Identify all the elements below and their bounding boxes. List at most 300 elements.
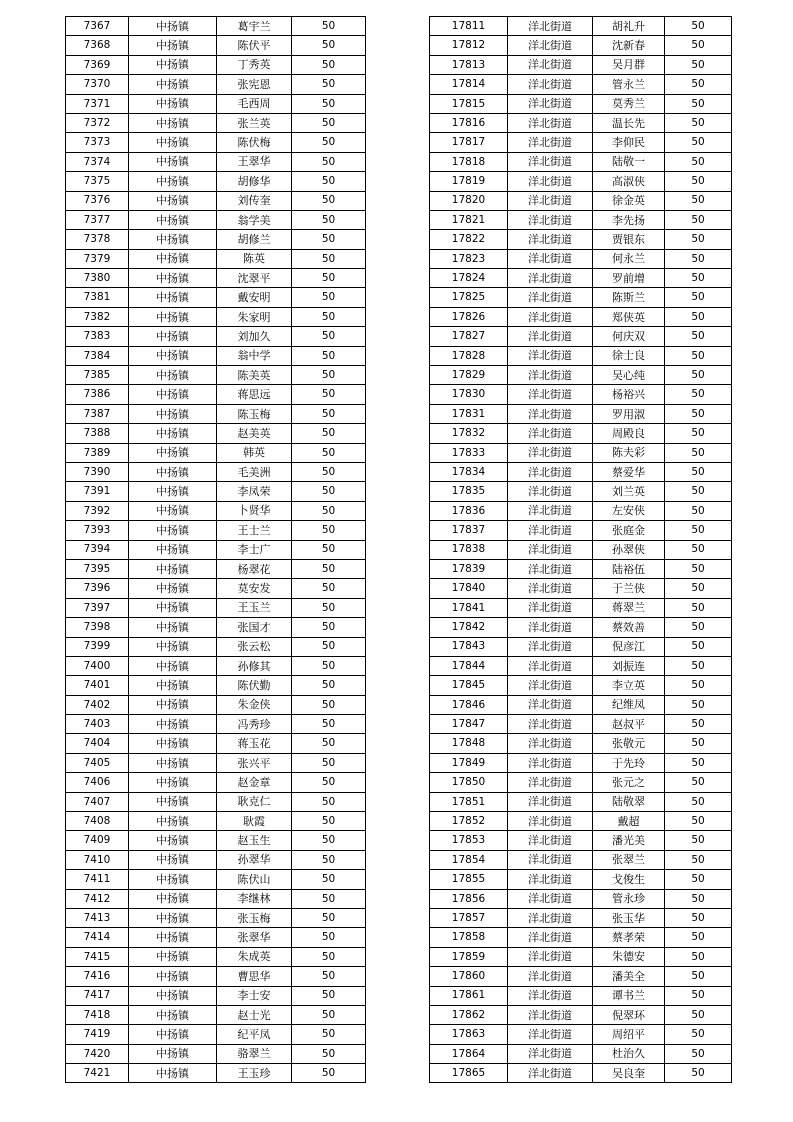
- person-name-cell: 李士安: [217, 986, 292, 1005]
- town-cell: 中扬镇: [129, 288, 217, 307]
- amount-cell: 50: [292, 17, 366, 36]
- person-name-cell: 杨裕兴: [593, 385, 665, 404]
- amount-cell: 50: [665, 501, 732, 520]
- table-row: [430, 947, 732, 966]
- table-row: [430, 172, 732, 191]
- person-name-cell: 李凤荣: [217, 482, 292, 501]
- record-number-cell: 17842: [430, 618, 508, 637]
- person-name-cell: 张翠华: [217, 928, 292, 947]
- person-name-cell: 陈美英: [217, 366, 292, 385]
- table-row: [66, 715, 366, 734]
- table-row: [430, 17, 732, 36]
- amount-cell: 50: [292, 210, 366, 229]
- amount-cell: 50: [665, 366, 732, 385]
- town-cell: 中扬镇: [129, 230, 217, 249]
- amount-cell: 50: [292, 94, 366, 113]
- person-name-cell: 韩英: [217, 443, 292, 462]
- amount-cell: 50: [292, 850, 366, 869]
- table-row: [430, 288, 732, 307]
- amount-cell: 50: [665, 637, 732, 656]
- town-cell: 洋北街道: [508, 94, 593, 113]
- amount-cell: 50: [665, 113, 732, 132]
- record-number-cell: 7397: [66, 598, 129, 617]
- table-row: [66, 559, 366, 578]
- person-name-cell: 陆裕伍: [593, 559, 665, 578]
- record-number-cell: 7417: [66, 986, 129, 1005]
- amount-cell: 50: [665, 17, 732, 36]
- person-name-cell: 张翠兰: [593, 850, 665, 869]
- town-cell: 洋北街道: [508, 598, 593, 617]
- table-row: [66, 656, 366, 675]
- record-number-cell: 7402: [66, 695, 129, 714]
- amount-cell: 50: [292, 133, 366, 152]
- person-name-cell: 戴超: [593, 812, 665, 831]
- town-cell: 洋北街道: [508, 288, 593, 307]
- amount-cell: 50: [665, 947, 732, 966]
- table-row: [66, 695, 366, 714]
- table-row: [430, 986, 732, 1005]
- amount-cell: 50: [665, 1064, 732, 1083]
- person-name-cell: 蒋玉花: [217, 734, 292, 753]
- record-number-cell: 7381: [66, 288, 129, 307]
- record-number-cell: 7398: [66, 618, 129, 637]
- table-row: [66, 618, 366, 637]
- amount-cell: 50: [292, 656, 366, 675]
- table-row: [430, 753, 732, 772]
- amount-cell: 50: [292, 482, 366, 501]
- person-name-cell: 朱金侠: [217, 695, 292, 714]
- person-name-cell: 李仰民: [593, 133, 665, 152]
- person-name-cell: 陈英: [217, 249, 292, 268]
- table-row: [430, 521, 732, 540]
- person-name-cell: 张庭金: [593, 521, 665, 540]
- record-number-cell: 17834: [430, 462, 508, 481]
- amount-cell: 50: [292, 346, 366, 365]
- record-number-cell: 7413: [66, 908, 129, 927]
- record-number-cell: 17864: [430, 1044, 508, 1063]
- table-row: [430, 443, 732, 462]
- record-number-cell: 17831: [430, 404, 508, 423]
- amount-cell: 50: [292, 288, 366, 307]
- table-row: [66, 385, 366, 404]
- amount-cell: 50: [665, 715, 732, 734]
- town-cell: 洋北街道: [508, 521, 593, 540]
- town-cell: 洋北街道: [508, 986, 593, 1005]
- person-name-cell: 沈翠平: [217, 269, 292, 288]
- record-number-cell: 7389: [66, 443, 129, 462]
- town-cell: 洋北街道: [508, 424, 593, 443]
- amount-cell: 50: [292, 792, 366, 811]
- town-cell: 洋北街道: [508, 269, 593, 288]
- record-number-cell: 7375: [66, 172, 129, 191]
- town-cell: 中扬镇: [129, 75, 217, 94]
- record-number-cell: 17847: [430, 715, 508, 734]
- person-name-cell: 孙翠侠: [593, 540, 665, 559]
- table-row: [430, 812, 732, 831]
- person-name-cell: 陈伏山: [217, 870, 292, 889]
- record-number-cell: 7414: [66, 928, 129, 947]
- town-cell: 洋北街道: [508, 133, 593, 152]
- person-name-cell: 张兴平: [217, 753, 292, 772]
- person-name-cell: 陈伏平: [217, 36, 292, 55]
- town-cell: 中扬镇: [129, 17, 217, 36]
- town-cell: 中扬镇: [129, 443, 217, 462]
- table-row: [66, 501, 366, 520]
- right-roster-body: [430, 17, 732, 1083]
- amount-cell: 50: [665, 94, 732, 113]
- record-number-cell: 17859: [430, 947, 508, 966]
- town-cell: 洋北街道: [508, 579, 593, 598]
- town-cell: 洋北街道: [508, 55, 593, 74]
- town-cell: 中扬镇: [129, 482, 217, 501]
- table-row: [66, 579, 366, 598]
- table-row: [66, 75, 366, 94]
- record-number-cell: 17865: [430, 1064, 508, 1083]
- record-number-cell: 17862: [430, 1005, 508, 1024]
- person-name-cell: 耿克仁: [217, 792, 292, 811]
- table-row: [430, 870, 732, 889]
- record-number-cell: 7390: [66, 462, 129, 481]
- person-name-cell: 蔡效善: [593, 618, 665, 637]
- person-name-cell: 潘光美: [593, 831, 665, 850]
- person-name-cell: 李继林: [217, 889, 292, 908]
- person-name-cell: 周殿良: [593, 424, 665, 443]
- record-number-cell: 7395: [66, 559, 129, 578]
- town-cell: 洋北街道: [508, 618, 593, 637]
- person-name-cell: 杜治久: [593, 1044, 665, 1063]
- table-row: [66, 870, 366, 889]
- town-cell: 中扬镇: [129, 753, 217, 772]
- table-row: [430, 75, 732, 94]
- record-number-cell: 17826: [430, 307, 508, 326]
- town-cell: 洋北街道: [508, 1064, 593, 1083]
- person-name-cell: 王翠华: [217, 152, 292, 171]
- table-row: [66, 1044, 366, 1063]
- town-cell: 洋北街道: [508, 210, 593, 229]
- person-name-cell: 赵金章: [217, 773, 292, 792]
- town-cell: 中扬镇: [129, 579, 217, 598]
- record-number-cell: 7376: [66, 191, 129, 210]
- town-cell: 中扬镇: [129, 598, 217, 617]
- amount-cell: 50: [292, 986, 366, 1005]
- town-cell: 中扬镇: [129, 366, 217, 385]
- amount-cell: 50: [665, 288, 732, 307]
- record-number-cell: 17832: [430, 424, 508, 443]
- table-row: [66, 753, 366, 772]
- table-row: [430, 1025, 732, 1044]
- table-row: [66, 928, 366, 947]
- town-cell: 洋北街道: [508, 75, 593, 94]
- record-number-cell: 7394: [66, 540, 129, 559]
- amount-cell: 50: [665, 462, 732, 481]
- town-cell: 中扬镇: [129, 656, 217, 675]
- town-cell: 洋北街道: [508, 831, 593, 850]
- amount-cell: 50: [292, 908, 366, 927]
- record-number-cell: 7415: [66, 947, 129, 966]
- table-row: [66, 540, 366, 559]
- table-row: [430, 637, 732, 656]
- amount-cell: 50: [665, 598, 732, 617]
- town-cell: 中扬镇: [129, 618, 217, 637]
- table-row: [430, 307, 732, 326]
- record-number-cell: 7382: [66, 307, 129, 326]
- person-name-cell: 陈伏梅: [217, 133, 292, 152]
- record-number-cell: 7372: [66, 113, 129, 132]
- town-cell: 洋北街道: [508, 792, 593, 811]
- town-cell: 中扬镇: [129, 812, 217, 831]
- person-name-cell: 李先扬: [593, 210, 665, 229]
- table-row: [430, 113, 732, 132]
- amount-cell: 50: [665, 773, 732, 792]
- town-cell: 洋北街道: [508, 1025, 593, 1044]
- record-number-cell: 7408: [66, 812, 129, 831]
- table-row: [66, 172, 366, 191]
- record-number-cell: 17823: [430, 249, 508, 268]
- table-row: [430, 792, 732, 811]
- amount-cell: 50: [665, 656, 732, 675]
- table-row: [430, 152, 732, 171]
- record-number-cell: 17848: [430, 734, 508, 753]
- record-number-cell: 7385: [66, 366, 129, 385]
- person-name-cell: 陆敬一: [593, 152, 665, 171]
- table-row: [66, 773, 366, 792]
- amount-cell: 50: [292, 113, 366, 132]
- record-number-cell: 17814: [430, 75, 508, 94]
- record-number-cell: 7418: [66, 1005, 129, 1024]
- town-cell: 中扬镇: [129, 249, 217, 268]
- person-name-cell: 陈玉梅: [217, 404, 292, 423]
- record-number-cell: 17844: [430, 656, 508, 675]
- person-name-cell: 毛西周: [217, 94, 292, 113]
- table-row: [430, 501, 732, 520]
- amount-cell: 50: [292, 559, 366, 578]
- amount-cell: 50: [292, 327, 366, 346]
- table-row: [66, 269, 366, 288]
- amount-cell: 50: [292, 715, 366, 734]
- table-row: [66, 36, 366, 55]
- person-name-cell: 何庆双: [593, 327, 665, 346]
- amount-cell: 50: [665, 75, 732, 94]
- table-row: [66, 598, 366, 617]
- record-number-cell: 7407: [66, 792, 129, 811]
- town-cell: 中扬镇: [129, 210, 217, 229]
- record-number-cell: 7392: [66, 501, 129, 520]
- town-cell: 中扬镇: [129, 36, 217, 55]
- person-name-cell: 吴良奎: [593, 1064, 665, 1083]
- table-row: [430, 1044, 732, 1063]
- table-row: [430, 385, 732, 404]
- town-cell: 洋北街道: [508, 889, 593, 908]
- person-name-cell: 张云松: [217, 637, 292, 656]
- person-name-cell: 徐金英: [593, 191, 665, 210]
- right-roster-table: [429, 16, 732, 1083]
- amount-cell: 50: [665, 269, 732, 288]
- table-row: [66, 346, 366, 365]
- town-cell: 中扬镇: [129, 792, 217, 811]
- amount-cell: 50: [292, 307, 366, 326]
- person-name-cell: 蔡孝荣: [593, 928, 665, 947]
- table-row: [430, 928, 732, 947]
- table-row: [430, 967, 732, 986]
- person-name-cell: 郑侠英: [593, 307, 665, 326]
- record-number-cell: 7373: [66, 133, 129, 152]
- town-cell: 洋北街道: [508, 559, 593, 578]
- amount-cell: 50: [665, 676, 732, 695]
- person-name-cell: 潘美全: [593, 967, 665, 986]
- record-number-cell: 7377: [66, 210, 129, 229]
- record-number-cell: 17825: [430, 288, 508, 307]
- person-name-cell: 王士兰: [217, 521, 292, 540]
- amount-cell: 50: [292, 831, 366, 850]
- person-name-cell: 刘兰英: [593, 482, 665, 501]
- record-number-cell: 17820: [430, 191, 508, 210]
- table-row: [430, 831, 732, 850]
- person-name-cell: 纪平凤: [217, 1025, 292, 1044]
- amount-cell: 50: [292, 75, 366, 94]
- town-cell: 洋北街道: [508, 366, 593, 385]
- town-cell: 中扬镇: [129, 928, 217, 947]
- town-cell: 洋北街道: [508, 637, 593, 656]
- person-name-cell: 刘传奎: [217, 191, 292, 210]
- table-row: [430, 1064, 732, 1083]
- amount-cell: 50: [665, 385, 732, 404]
- town-cell: 中扬镇: [129, 191, 217, 210]
- amount-cell: 50: [292, 540, 366, 559]
- town-cell: 中扬镇: [129, 908, 217, 927]
- person-name-cell: 冯秀珍: [217, 715, 292, 734]
- table-row: [66, 1005, 366, 1024]
- amount-cell: 50: [665, 230, 732, 249]
- person-name-cell: 吴月群: [593, 55, 665, 74]
- person-name-cell: 胡修兰: [217, 230, 292, 249]
- town-cell: 洋北街道: [508, 191, 593, 210]
- town-cell: 中扬镇: [129, 385, 217, 404]
- table-row: [430, 676, 732, 695]
- amount-cell: 50: [292, 385, 366, 404]
- table-row: [430, 540, 732, 559]
- table-row: [66, 288, 366, 307]
- person-name-cell: 蒋思远: [217, 385, 292, 404]
- person-name-cell: 杨翠花: [217, 559, 292, 578]
- town-cell: 中扬镇: [129, 521, 217, 540]
- person-name-cell: 陈伏勤: [217, 676, 292, 695]
- town-cell: 中扬镇: [129, 269, 217, 288]
- record-number-cell: 17822: [430, 230, 508, 249]
- town-cell: 洋北街道: [508, 346, 593, 365]
- record-number-cell: 7379: [66, 249, 129, 268]
- table-row: [66, 637, 366, 656]
- table-row: [66, 908, 366, 927]
- person-name-cell: 张玉华: [593, 908, 665, 927]
- table-row: [430, 133, 732, 152]
- table-row: [66, 734, 366, 753]
- town-cell: 中扬镇: [129, 773, 217, 792]
- table-row: [430, 210, 732, 229]
- amount-cell: 50: [665, 559, 732, 578]
- town-cell: 洋北街道: [508, 443, 593, 462]
- person-name-cell: 张玉梅: [217, 908, 292, 927]
- person-name-cell: 戈俊生: [593, 870, 665, 889]
- person-name-cell: 孙修其: [217, 656, 292, 675]
- person-name-cell: 莫安发: [217, 579, 292, 598]
- amount-cell: 50: [665, 482, 732, 501]
- person-name-cell: 刘加久: [217, 327, 292, 346]
- table-row: [66, 1064, 366, 1083]
- person-name-cell: 朱成英: [217, 947, 292, 966]
- record-number-cell: 7412: [66, 889, 129, 908]
- town-cell: 中扬镇: [129, 1064, 217, 1083]
- town-cell: 中扬镇: [129, 172, 217, 191]
- amount-cell: 50: [292, 1025, 366, 1044]
- town-cell: 洋北街道: [508, 908, 593, 927]
- amount-cell: 50: [665, 1005, 732, 1024]
- amount-cell: 50: [292, 424, 366, 443]
- amount-cell: 50: [292, 404, 366, 423]
- amount-cell: 50: [665, 1025, 732, 1044]
- town-cell: 中扬镇: [129, 1025, 217, 1044]
- amount-cell: 50: [665, 307, 732, 326]
- amount-cell: 50: [292, 812, 366, 831]
- amount-cell: 50: [292, 443, 366, 462]
- table-row: [430, 618, 732, 637]
- person-name-cell: 葛宇兰: [217, 17, 292, 36]
- amount-cell: 50: [665, 579, 732, 598]
- amount-cell: 50: [665, 346, 732, 365]
- record-number-cell: 17818: [430, 152, 508, 171]
- person-name-cell: 张宪恩: [217, 75, 292, 94]
- person-name-cell: 曹思华: [217, 967, 292, 986]
- amount-cell: 50: [665, 424, 732, 443]
- amount-cell: 50: [292, 521, 366, 540]
- amount-cell: 50: [665, 540, 732, 559]
- record-number-cell: 17841: [430, 598, 508, 617]
- table-row: [430, 230, 732, 249]
- record-number-cell: 7370: [66, 75, 129, 94]
- person-name-cell: 王玉兰: [217, 598, 292, 617]
- person-name-cell: 左安侠: [593, 501, 665, 520]
- record-number-cell: 17828: [430, 346, 508, 365]
- person-name-cell: 吴心纯: [593, 366, 665, 385]
- record-number-cell: 17857: [430, 908, 508, 927]
- record-number-cell: 7393: [66, 521, 129, 540]
- amount-cell: 50: [292, 1064, 366, 1083]
- record-number-cell: 7378: [66, 230, 129, 249]
- person-name-cell: 张国才: [217, 618, 292, 637]
- record-number-cell: 7409: [66, 831, 129, 850]
- amount-cell: 50: [665, 753, 732, 772]
- amount-cell: 50: [292, 269, 366, 288]
- town-cell: 中扬镇: [129, 559, 217, 578]
- person-name-cell: 卜贤华: [217, 501, 292, 520]
- record-number-cell: 17860: [430, 967, 508, 986]
- record-number-cell: 17835: [430, 482, 508, 501]
- record-number-cell: 7403: [66, 715, 129, 734]
- table-row: [430, 559, 732, 578]
- record-number-cell: 17819: [430, 172, 508, 191]
- amount-cell: 50: [292, 172, 366, 191]
- person-name-cell: 王玉珍: [217, 1064, 292, 1083]
- town-cell: 中扬镇: [129, 967, 217, 986]
- amount-cell: 50: [292, 967, 366, 986]
- amount-cell: 50: [665, 443, 732, 462]
- record-number-cell: 17855: [430, 870, 508, 889]
- amount-cell: 50: [292, 1044, 366, 1063]
- table-row: [430, 36, 732, 55]
- person-name-cell: 于先玲: [593, 753, 665, 772]
- table-row: [66, 850, 366, 869]
- person-name-cell: 胡修华: [217, 172, 292, 191]
- amount-cell: 50: [292, 501, 366, 520]
